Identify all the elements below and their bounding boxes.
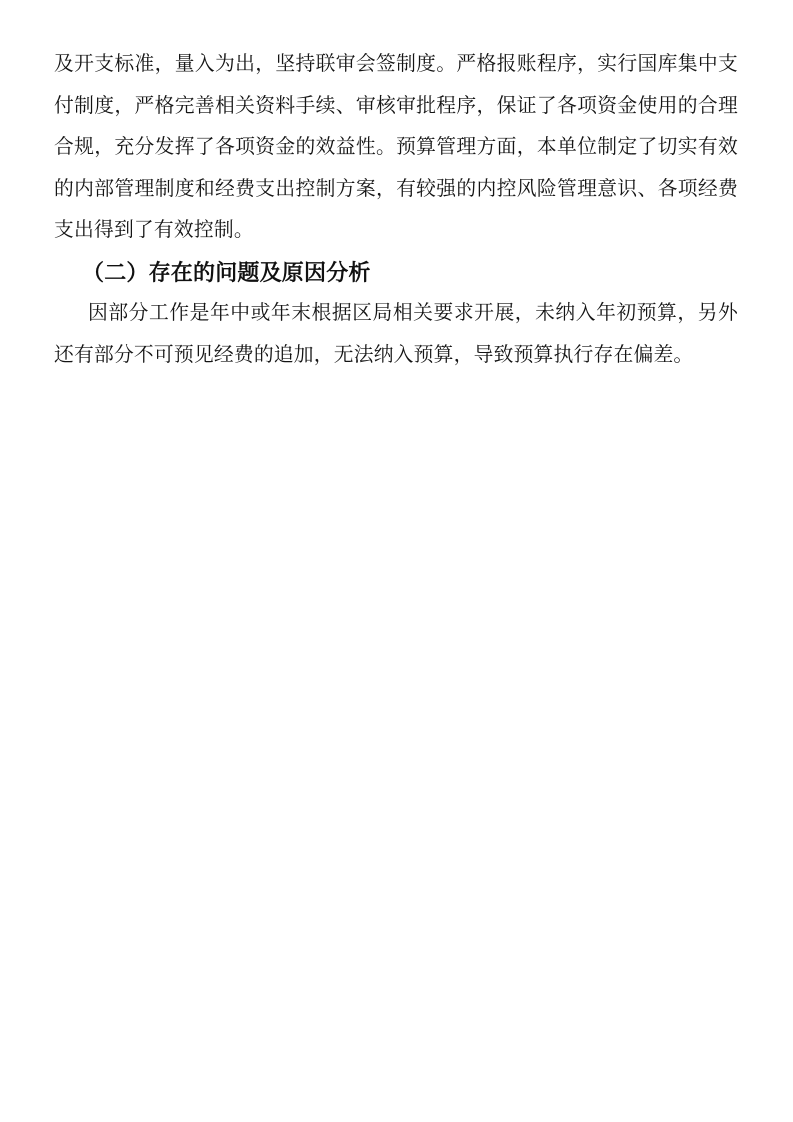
paragraph-continuation-line-5: 支出得到了有效控制。 [54,219,254,241]
page-text-content [54,44,738,376]
paragraph-continuation-line-4: 的内部管理制度和经费支出控制方案，有较强的内控风险管理意识、各项经费 [54,177,738,200]
paragraph-problems-line-2: 还有部分不可预见经费的追加，无法纳入预算，导致预算执行存在偏差。 [54,343,694,366]
section-heading: （二）存在的问题及原因分析 [82,259,371,285]
paragraph-continuation-line-2: 付制度，严格完善相关资料手续、审核审批程序，保证了各项资金使用的合理 [54,94,738,117]
paragraph-continuation-line-1: 及开支标准，量入为出，坚持联审会签制度。严格报账程序，实行国库集中支 [54,53,738,75]
paragraph-problems-line-1: 因部分工作是年中或年末根据区局相关要求开展，未纳入年初预算，另外 [88,302,738,324]
paragraph-continuation-line-3: 合规，充分发挥了各项资金的效益性。预算管理方面，本单位制定了切实有效 [54,136,738,158]
